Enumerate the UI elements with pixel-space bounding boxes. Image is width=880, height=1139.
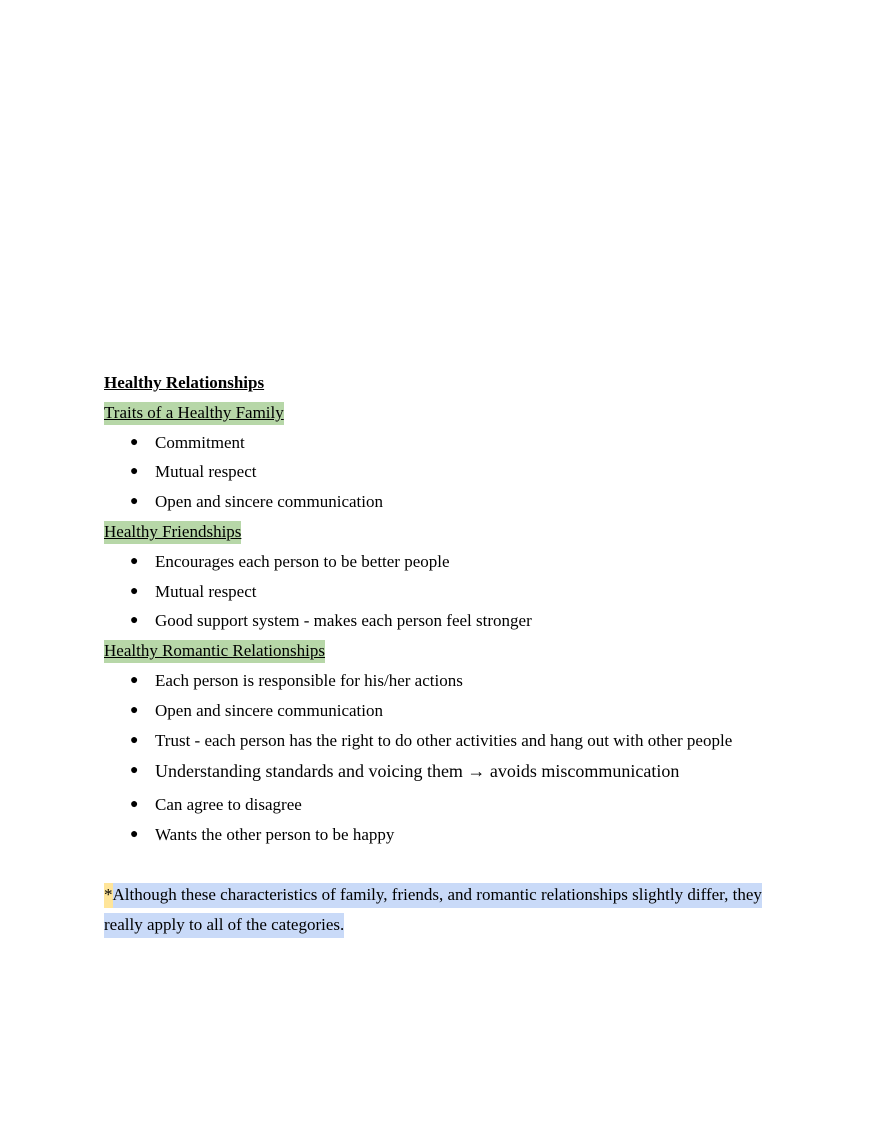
bullet-icon: ● [130, 494, 139, 510]
list-item [104, 457, 794, 487]
list-item [104, 696, 794, 726]
section-heading-line [104, 398, 794, 428]
bullet-icon: ● [130, 613, 139, 629]
section-heading-line [104, 517, 794, 547]
romantic-traits-list [104, 666, 794, 850]
document-title: Healthy Relationships [104, 373, 265, 392]
bullet-icon: ● [130, 553, 139, 569]
bullet-icon: ● [130, 702, 139, 718]
list-item-text: Open and sincere communication [155, 492, 384, 512]
list-item [104, 487, 794, 517]
bullet-icon: ● [130, 732, 139, 748]
list-item-text: Good support system - makes each person feel stronger [155, 611, 532, 631]
bullet-icon: ● [130, 827, 139, 843]
document-body [104, 368, 794, 940]
list-item-text: Each person is responsible for his/her actions [155, 670, 463, 690]
list-item-text: Understanding standards and voicing them → avoids miscommunication [155, 761, 680, 782]
bullet-icon: ● [130, 434, 139, 450]
list-item-text: Wants the other person to be happy [155, 825, 395, 845]
list-item [104, 547, 794, 577]
list-item [104, 820, 794, 850]
list-item-text: Encourages each person to be better people [155, 551, 450, 571]
list-item-text: Trust - each person has the right to do other activities and hang out with other people [155, 730, 733, 750]
family-traits-list [104, 428, 794, 517]
list-item [104, 726, 794, 756]
list-item-text: Can agree to disagree [155, 795, 302, 815]
bullet-icon: ● [130, 672, 139, 688]
bullet-icon: ● [130, 763, 139, 779]
list-item [104, 577, 794, 607]
list-item [104, 790, 794, 820]
list-item [104, 755, 794, 790]
section-heading-friendships: Healthy Friendships [104, 521, 241, 544]
friendship-traits-list [104, 547, 794, 636]
document-title-line [104, 368, 794, 398]
note-text: Although these characteristics of family, friends, and romantic relationships slightly differ, they really apply to all of the categories. [104, 883, 762, 938]
list-item-text: Mutual respect [155, 581, 257, 601]
section-heading-romantic: Healthy Romantic Relationships [104, 640, 325, 663]
list-item [104, 428, 794, 458]
list-item-text: Commitment [155, 432, 245, 452]
list-item-text: Open and sincere communication [155, 700, 384, 720]
bullet-icon: ● [130, 464, 139, 480]
section-heading-family: Traits of a Healthy Family [104, 402, 284, 425]
list-item [104, 606, 794, 636]
section-heading-line [104, 636, 794, 666]
bullet-icon: ● [130, 797, 139, 813]
bullet-icon: ● [130, 583, 139, 599]
blank-line [104, 850, 794, 880]
list-item [104, 666, 794, 696]
list-item-text: Mutual respect [155, 462, 257, 482]
footnote [104, 880, 794, 940]
note-asterisk: * [104, 883, 113, 908]
